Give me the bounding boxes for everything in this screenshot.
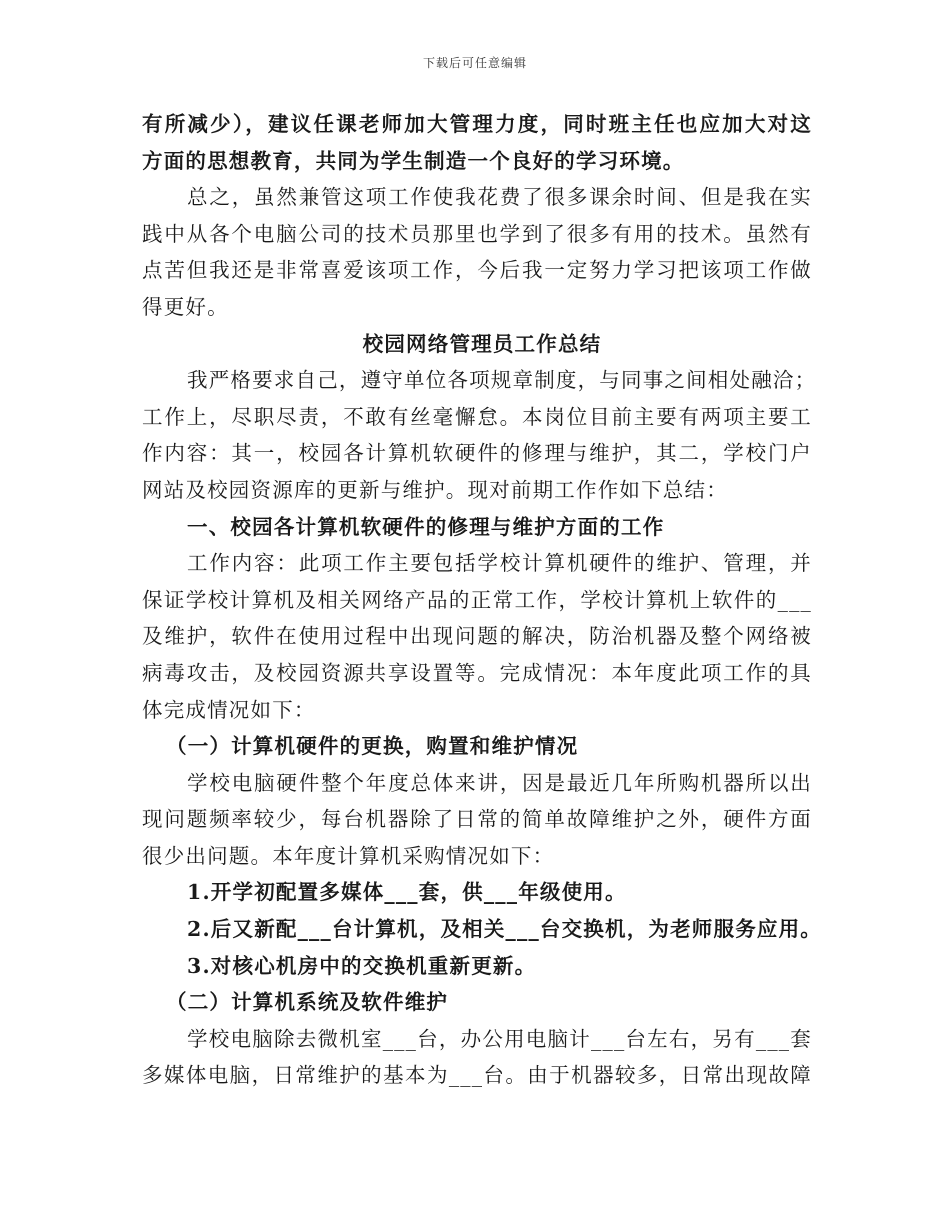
paragraph-start: 工作内容：此项工作主要包括学校计算机硬件的维护、管理，并: [187, 551, 812, 576]
list-item: 3.对核心机房中的交换机重新更新。: [187, 953, 537, 978]
paragraph-start: 我严格要求自己，遵守单位各项规章制度，与同事之间相处融洽；: [187, 368, 817, 393]
text-line: 及维护，软件在使用过程中出现问题的解决，防治机器及整个网络被: [142, 624, 812, 649]
document-body: [142, 106, 822, 1094]
heading-1: 一、校园各计算机软硬件的修理与维护方面的工作: [187, 514, 665, 539]
heading-2: （一）计算机硬件的更换，购置和维护情况: [166, 734, 579, 759]
text-line: 有所减少），建议任课老师加大管理力度，同时班主任也应加大对这: [142, 112, 812, 136]
list-item: 1.开学初配置多媒体___套，供___年级使用。: [187, 880, 627, 905]
text-line: 现问题频率较少，每台机器除了日常的简单故障维护之外，硬件方面: [142, 807, 812, 832]
list-item: 2.后又新配___台计算机，及相关___台交换机，为老师服务应用。: [187, 917, 822, 942]
text-line: 保证学校计算机及相关网络产品的正常工作，学校计算机上软件的___: [142, 587, 812, 612]
heading-2: （二）计算机系统及软件维护: [166, 990, 449, 1015]
text-line: 很少出问题。本年度计算机采购情况如下：: [142, 843, 555, 868]
paragraph-start: 学校电脑硬件整个年度总体来讲，因是最近几年所购机器所以出: [187, 770, 812, 795]
text-line: 践中从各个电脑公司的技术员那里也学到了很多有用的技术。虽然有: [142, 221, 812, 246]
paragraph-start: 总之，虽然兼管这项工作使我花费了很多课余时间、但是我在实: [187, 185, 812, 210]
paragraph-start: 学校电脑除去微机室___台，办公用电脑计___台左右，另有___套: [187, 1026, 812, 1051]
text-line: 作内容：其一，校园各计算机软硬件的修理与维护，其二，学校门户: [142, 441, 812, 466]
text-line: 工作上，尽职尽责，不敢有丝毫懈怠。本岗位目前主要有两项主要工: [142, 404, 812, 429]
text-line: 得更好。: [142, 294, 229, 319]
section-title: 校园网络管理员工作总结: [362, 331, 602, 356]
page-header: 下载后可任意编辑: [422, 56, 527, 70]
text-line: 体完成情况如下：: [142, 697, 316, 722]
text-line: 多媒体电脑，日常维护的基本为___台。由于机器较多，日常出现故障: [142, 1063, 812, 1088]
text-line: 方面的思想教育，共同为学生制造一个良好的学习环境。: [142, 148, 685, 173]
text-line: 网站及校园资源库的更新与维护。现对前期工作作如下总结：: [142, 477, 728, 502]
text-line: 点苦但我还是非常喜爱该项工作，今后我一定努力学习把该项工作做: [142, 258, 812, 283]
text-line: 病毒攻击，及校园资源共享设置等。完成情况：本年度此项工作的具: [142, 660, 812, 685]
